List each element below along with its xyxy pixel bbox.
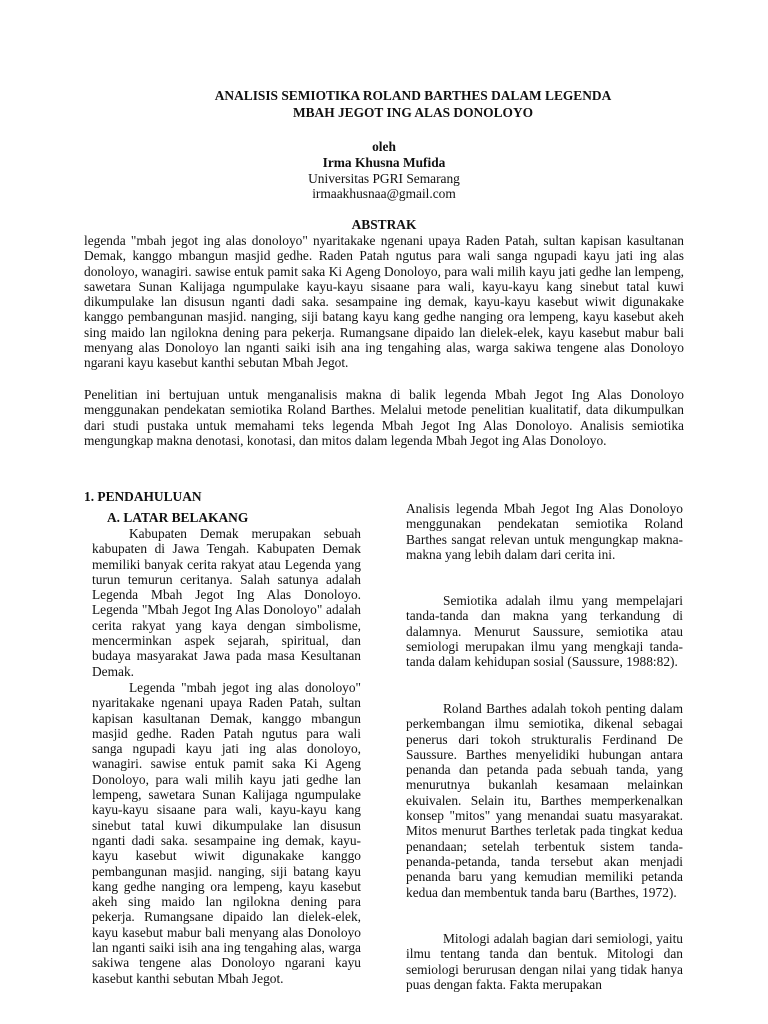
section-heading-pendahuluan: 1. PENDAHULUAN xyxy=(84,489,202,504)
abstract-paragraph-1: legenda "mbah jegot ing alas donoloyo" nyaritakake ngenani upaya Raden Patah, sultan kapisan kasultanan Demak, kanggo mbangun masjid gedhe. Raden Patah ngutus para wali sanga ngupadi kayu jati ing alas donoloyo, wanagiri. sawise entuk pamit saka Ki Ageng Donoloyo, para wali milih kayu jati gedhe lan lempeng, sawetara Sunan Kalijaga ngumpulake kayu-kayu sisaane para wali, kayu-kayu kang sinebut tatal kuwi dikumpulake lan disusun nganti dadi saka. sesampaine ing demak, kayu-kayu kasebut wiwit digunakake kanggo pembangunan masjid. nanging, siji batang kayu kang gedhe nanging ora lempeng, kayu kasebut akeh sing maido lan ngilokna dening para pekerja. Rumangsane dipaido lan dielek-elek, kayu kasebut mabur bali menyang alas Donoloyo lan nganti saiki isih ana ing tengahing alas, warga sakiwa tengene alas Donoloyo ngarani kayu kasebut kanthi sebutan Mbah Jegot. xyxy=(84,233,684,371)
author-affiliation: Universitas PGRI Semarang xyxy=(308,171,460,186)
subsection-heading-latar-belakang: A. LATAR BELAKANG xyxy=(107,510,249,525)
oleh-label: oleh xyxy=(372,139,396,154)
paper-title xyxy=(100,87,726,121)
left-column-paragraph-1: Kabupaten Demak merupakan sebuah kabupaten di Jawa Tengah. Kabupaten Demak memiliki banyak cerita rakyat atau Legenda yang turun temurun ceritanya. Salah satunya adalah Legenda Mbah Jegot Ing Alas Donoloyo. Legenda "Mbah Jegot Ing Alas Donoloyo" adalah cerita rakyat yang kaya dengan simbolisme, mencerminkan aspek sejarah, spiritual, dan budaya masyarakat Jawa pada masa Kesultanan Demak. xyxy=(92,526,361,679)
right-column-paragraph-3: Roland Barthes adalah tokoh penting dalam perkembangan ilmu semiotika, dikenal sebagai penerus dari tokoh strukturalis Ferdinand De Saussure. Barthes menyelidiki hubungan antara penanda dan petanda pada sebuah tanda, yang menurutnya bukanlah kesamaan melainkan ekuivalen. Selain itu, Barthes memperkenalkan konsep "mitos" yang menandai suatu masyarakat. Mitos menurut Barthes terletak pada tingkat kedua penandaan; setelah terbentuk sistem tanda-penanda-petanda, tanda tersebut akan menjadi penanda baru yang kemudian memiliki petanda kedua dan membentuk tanda baru (Barthes, 1972). xyxy=(406,701,683,900)
right-column-paragraph-1: Analisis legenda Mbah Jegot Ing Alas Donoloyo menggunakan pendekatan semiotika Roland Barthes sangat relevan untuk mengungkap makna-makna yang lebih dalam dari cerita ini. xyxy=(406,501,683,562)
title-line-1: ANALISIS SEMIOTIKA ROLAND BARTHES DALAM LEGENDA xyxy=(214,88,612,103)
left-column-paragraph-2: Legenda "mbah jegot ing alas donoloyo" nyaritakake ngenani upaya Raden Patah, sultan kapisan kasultanan Demak, kanggo mbangun masjid gedhe. Raden Patah ngutus para wali sanga ngupadi kayu jati ing alas donoloyo, wanagiri. sawise entuk pamit saka Ki Ageng Donoloyo, para wali milih kayu jati gedhe lan lempeng, sawetara Sunan Kalijaga ngumpulake kayu-kayu sisaane para wali, kayu-kayu kang sinebut tatal kuwi dikumpulake lan disusun nganti dadi saka. sesampaine ing demak, kayu-kayu kasebut wiwit digunakake kanggo pembangunan masjid. nanging, siji batang kayu kang gedhe nanging ora lempeng, kayu kasebut akeh sing maido lan ngilokna dening para pekerja. Rumangsane dipaido lan dielek-elek, kayu kasebut mabur bali menyang alas Donoloyo lan nganti saiki isih ana ing tengahing alas, warga sakiwa tengene alas Donoloyo ngarani kayu kasebut kanthi sebutan Mbah Jegot. xyxy=(92,680,361,986)
abstract-paragraph-2: Penelitian ini bertujuan untuk menganalisis makna di balik legenda Mbah Jegot Ing Alas Donoloyo menggunakan pendekatan semiotika Roland Barthes. Melalui metode penelitian kualitatif, data dikumpulkan dari studi pustaka untuk memahami teks legenda Mbah Jegot Ing Alas Donoloyo. Analisis semiotika mengungkap makna denotasi, konotasi, dan mitos dalam legenda Mbah Jegot ing Alas Donoloyo. xyxy=(84,387,684,448)
author-email: irmaakhusnaa@gmail.com xyxy=(312,186,456,201)
author-name: Irma Khusna Mufida xyxy=(322,155,446,170)
title-line-2: MBAH JEGOT ING ALAS DONOLOYO xyxy=(292,105,534,120)
abstract-heading: ABSTRAK xyxy=(351,217,417,232)
right-column-paragraph-4: Mitologi adalah bagian dari semiologi, yaitu ilmu tentang tanda dan bentuk. Mitologi dan semiologi berurusan dengan nilai yang tidak hanya puas dengan fakta. Fakta merupakan xyxy=(406,931,683,992)
right-column-paragraph-2: Semiotika adalah ilmu yang mempelajari tanda-tanda dan makna yang terkandung di dalamnya. Menurut Saussure, semiotika atau semiologi merupakan ilmu yang mengkaji tanda-tanda dalam kehidupan sosial (Saussure, 1988:82). xyxy=(406,593,683,670)
